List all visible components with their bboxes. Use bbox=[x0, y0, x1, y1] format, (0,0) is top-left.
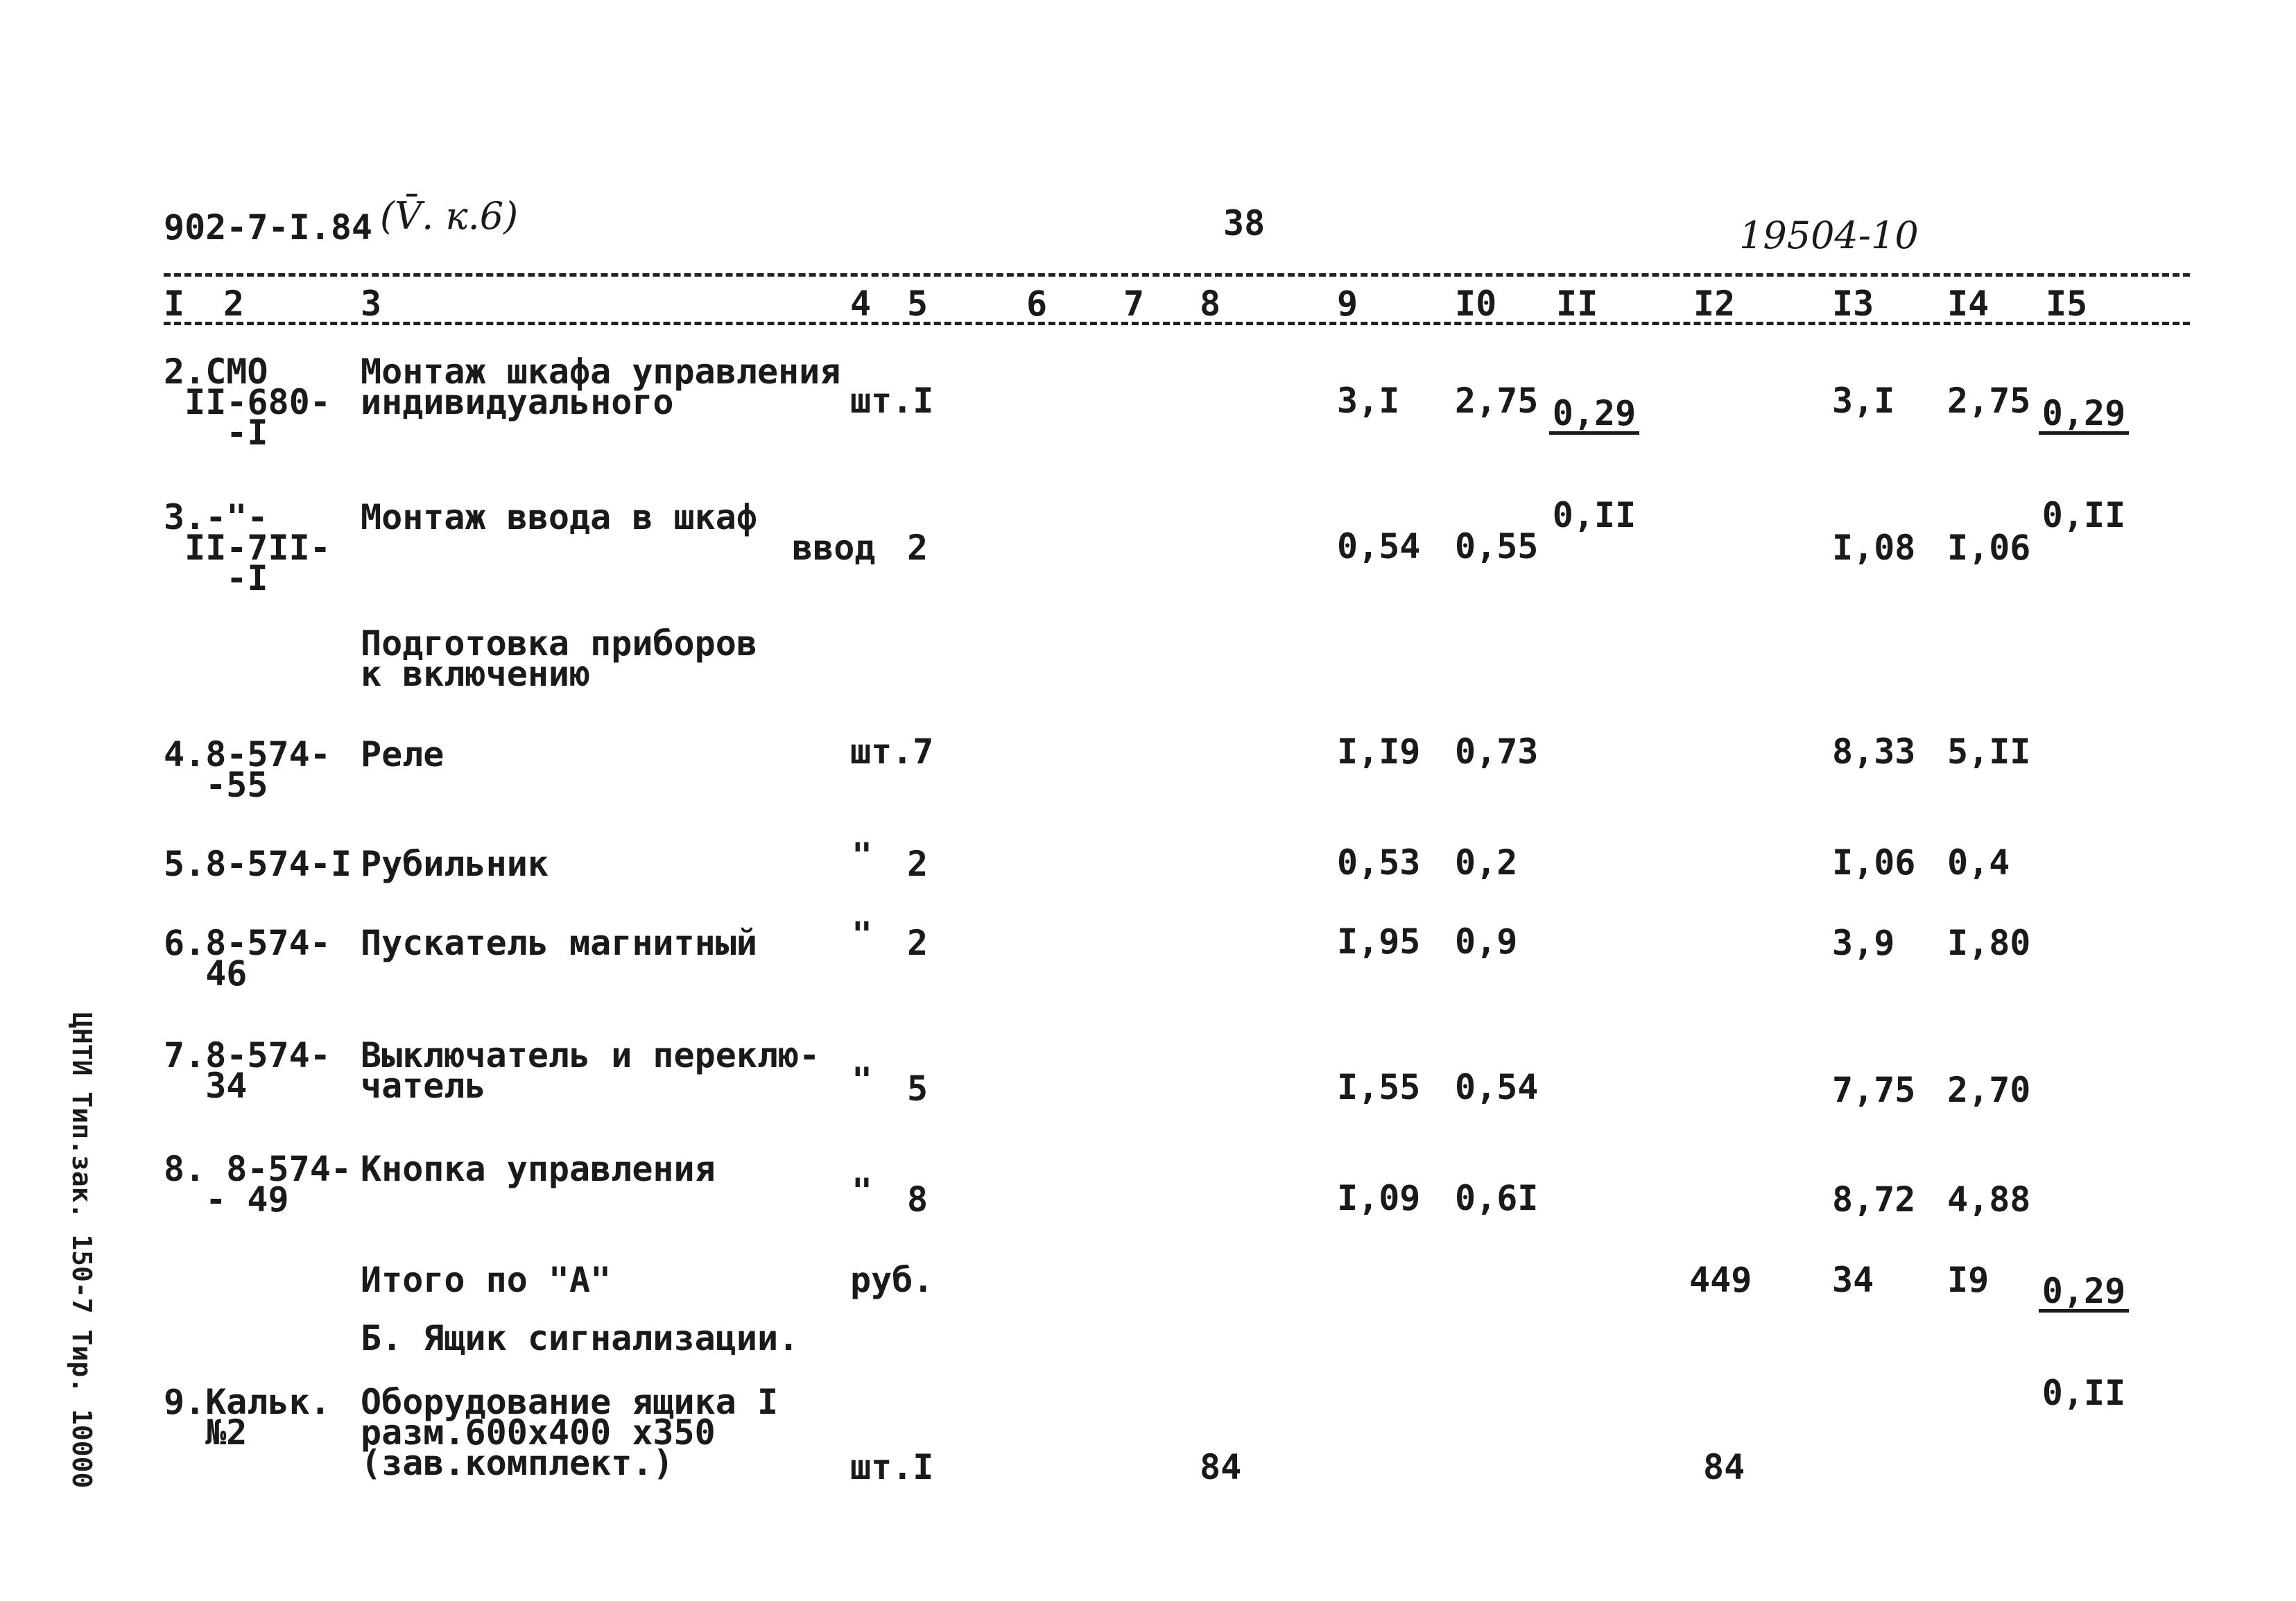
col-header-9: 9 bbox=[1337, 284, 1358, 324]
row-9-name: Оборудование ящика I разм.600х400 х350 (зав.комплект.) bbox=[361, 1382, 779, 1483]
row-7-col13: 7,75 bbox=[1832, 1070, 1916, 1110]
header-rule-bottom bbox=[164, 322, 2190, 325]
row-7-col9: I,55 bbox=[1337, 1067, 1421, 1107]
row-9-code: 9.Кальк. №2 bbox=[164, 1382, 331, 1453]
section-b-title: Б. Ящик сигнализации. bbox=[361, 1318, 800, 1358]
row-2-col13: 3,I bbox=[1832, 381, 1895, 421]
row-3-name: Монтаж ввода в шкаф bbox=[361, 497, 757, 537]
total-a-col15-denominator: 0,II bbox=[2042, 1373, 2126, 1413]
col-header-6: 6 bbox=[1026, 284, 1048, 324]
total-a-col15-numerator: 0,29 bbox=[2039, 1276, 2129, 1313]
col-header-7: 7 bbox=[1123, 284, 1145, 324]
row-2-col10: 2,75 bbox=[1455, 381, 1539, 421]
row-2-col9: 3,I bbox=[1337, 381, 1400, 421]
row-8-col9: I,09 bbox=[1337, 1178, 1421, 1218]
total-a-col14: I9 bbox=[1947, 1260, 1989, 1300]
row-6-qty: 2 bbox=[907, 923, 929, 963]
row-2-col14: 2,75 bbox=[1947, 381, 2031, 421]
row-6-col10: 0,9 bbox=[1455, 921, 1518, 962]
row-9-col12: 84 bbox=[1703, 1447, 1745, 1487]
col-header-4: 4 bbox=[850, 284, 872, 324]
row-4-code: 4.8-574- -55 bbox=[164, 734, 331, 805]
row-8-col10: 0,6I bbox=[1455, 1178, 1539, 1218]
row-4-col9: I,I9 bbox=[1337, 732, 1421, 772]
row-2-name: Монтаж шкафа управления индивидуального bbox=[361, 352, 841, 422]
total-a-unit: руб. bbox=[850, 1260, 934, 1300]
row-2-col15-numerator: 0,29 bbox=[2039, 398, 2129, 435]
section-preparation-title: Подготовка приборов к включению bbox=[361, 623, 757, 694]
row-6-col14: I,80 bbox=[1947, 923, 2031, 963]
total-a-col12: 449 bbox=[1689, 1260, 1752, 1300]
col-header-11: II bbox=[1556, 284, 1598, 324]
col-header-1: I bbox=[164, 284, 185, 324]
row-3-col14: I,06 bbox=[1947, 528, 2031, 568]
handwritten-note: (V̄. к.6) bbox=[380, 194, 519, 238]
row-8-unit: " bbox=[852, 1171, 873, 1211]
col-header-13: I3 bbox=[1832, 284, 1874, 324]
row-3-qty: 2 bbox=[907, 528, 929, 568]
row-6-code: 6.8-574- 46 bbox=[164, 923, 331, 994]
row-9-col8: 84 bbox=[1200, 1447, 1242, 1487]
row-8-col14: 4,88 bbox=[1947, 1179, 2031, 1220]
row-2-unit: шт.I bbox=[850, 381, 934, 421]
row-3-col10: 0,55 bbox=[1455, 526, 1539, 566]
row-2-code: 2.СМО II-680- -I bbox=[164, 352, 331, 453]
row-6-unit: " bbox=[852, 915, 873, 955]
row-6-col13: 3,9 bbox=[1832, 923, 1895, 963]
row-4-col10: 0,73 bbox=[1455, 732, 1539, 772]
total-a-col15-fraction bbox=[2039, 1215, 2129, 1439]
inventory-number: 19504-10 bbox=[1739, 214, 1919, 257]
col-header-15: I5 bbox=[2046, 284, 2088, 324]
col-header-14: I4 bbox=[1947, 284, 1989, 324]
row-7-unit: " bbox=[852, 1060, 873, 1100]
row-7-col14: 2,70 bbox=[1947, 1070, 2031, 1110]
total-a-col13: 34 bbox=[1832, 1260, 1874, 1300]
row-2-col11-denominator: 0,II bbox=[1552, 495, 1637, 535]
page-number: 38 bbox=[1223, 203, 1266, 243]
row-4-col14: 5,II bbox=[1947, 732, 2031, 772]
row-2-col15-denominator: 0,II bbox=[2042, 495, 2126, 535]
col-header-3: 3 bbox=[361, 284, 382, 324]
row-5-col14: 0,4 bbox=[1947, 842, 2010, 883]
row-8-qty: 8 bbox=[907, 1179, 929, 1220]
row-5-col10: 0,2 bbox=[1455, 842, 1518, 883]
row-3-unit: ввод bbox=[792, 528, 876, 568]
row-8-code: 8. 8-574- - 49 bbox=[164, 1149, 352, 1220]
col-header-5: 5 bbox=[907, 284, 929, 324]
row-3-col13: I,08 bbox=[1832, 528, 1916, 568]
row-5-qty: 2 bbox=[907, 844, 929, 884]
row-3-code: 3.-"- II-7II- -I bbox=[164, 497, 331, 598]
col-header-10: I0 bbox=[1455, 284, 1497, 324]
row-5-code: 5.8-574-I bbox=[164, 844, 352, 884]
row-4-unit: шт.7 bbox=[850, 732, 934, 772]
row-5-name: Рубильник bbox=[361, 844, 549, 884]
row-2-col15-fraction bbox=[2039, 337, 2129, 561]
col-header-12: I2 bbox=[1693, 284, 1736, 324]
row-8-name: Кнопка управления bbox=[361, 1149, 716, 1189]
row-5-col9: 0,53 bbox=[1337, 842, 1421, 883]
row-6-name: Пускатель магнитный bbox=[361, 923, 757, 963]
row-5-unit: " bbox=[852, 836, 873, 876]
row-2-col11-numerator: 0,29 bbox=[1549, 398, 1639, 435]
row-4-col13: 8,33 bbox=[1832, 732, 1916, 772]
header-rule-top bbox=[164, 273, 2190, 277]
row-8-col13: 8,72 bbox=[1832, 1179, 1916, 1220]
printer-side-stamp: ЦНТИ Тип.зак. 150-7 Тир. 10000 bbox=[67, 1012, 97, 1489]
row-7-code: 7.8-574- 34 bbox=[164, 1035, 331, 1106]
row-2-col11-fraction bbox=[1549, 337, 1639, 561]
col-header-2: 2 bbox=[223, 284, 245, 324]
row-7-name: Выключатель и переклю- чатель bbox=[361, 1035, 820, 1106]
col-header-8: 8 bbox=[1200, 284, 1221, 324]
row-9-unit: шт.I bbox=[850, 1447, 934, 1487]
row-4-name: Реле bbox=[361, 734, 444, 774]
row-7-col10: 0,54 bbox=[1455, 1067, 1539, 1107]
total-a-label: Итого по "А" bbox=[361, 1260, 612, 1300]
document-code: 902-7-I.84 bbox=[164, 207, 373, 248]
row-3-col9: 0,54 bbox=[1337, 526, 1421, 566]
row-5-col13: I,06 bbox=[1832, 842, 1916, 883]
row-6-col9: I,95 bbox=[1337, 921, 1421, 962]
row-7-qty: 5 bbox=[907, 1068, 929, 1109]
